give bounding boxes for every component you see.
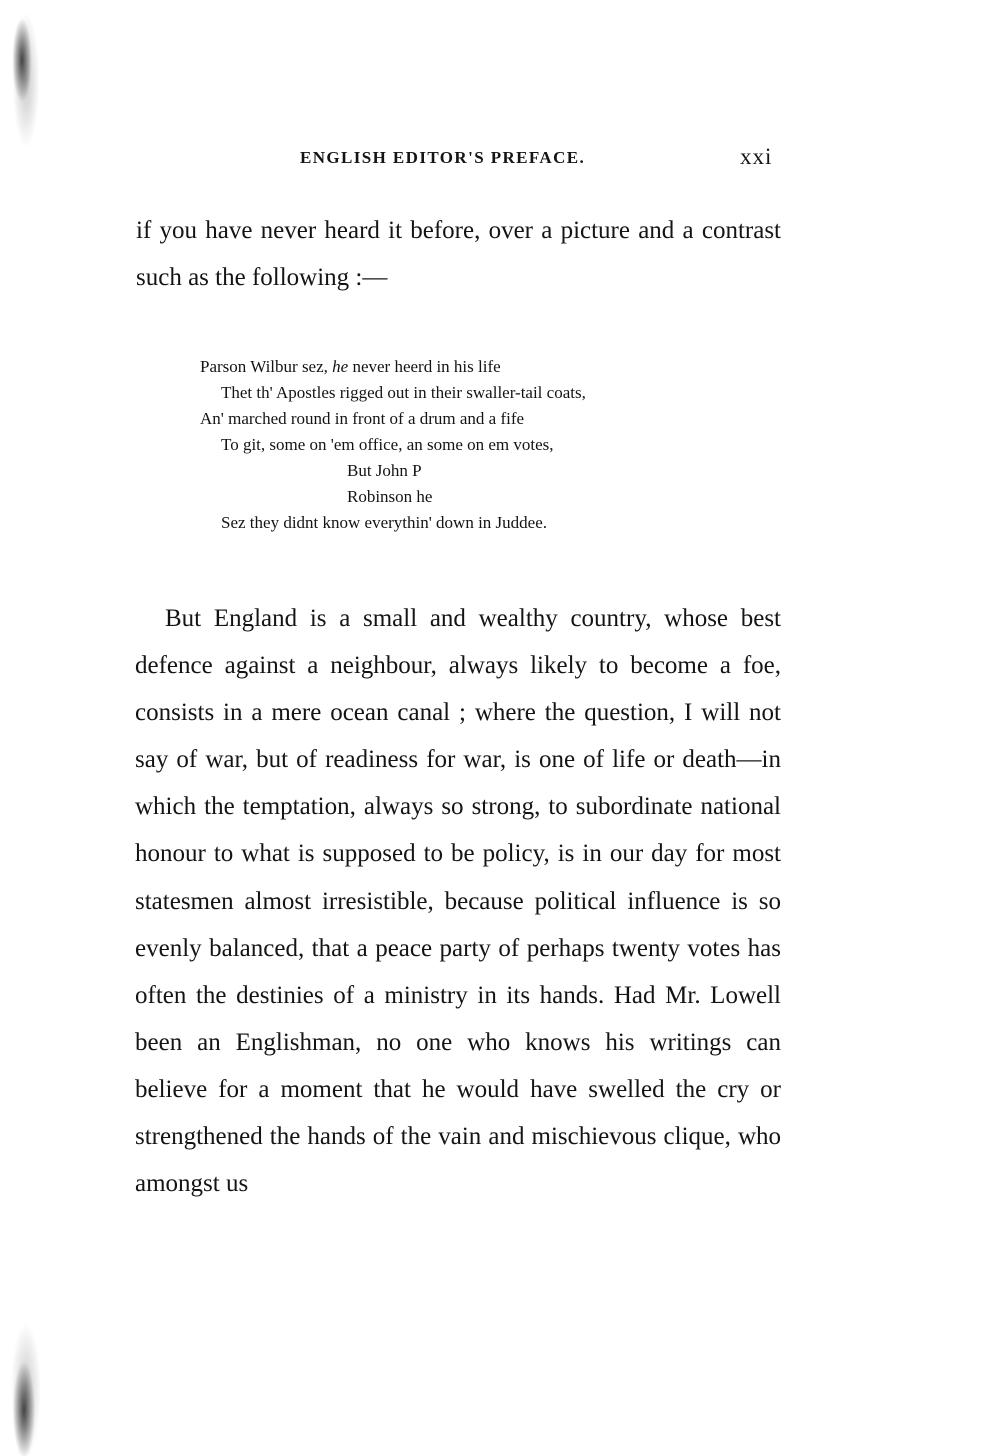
- verse-line-4: To git, some on 'em office, an some on em votes,: [221, 435, 554, 454]
- verse-line-5: But John P: [347, 461, 422, 480]
- verse-line-1-emphasis: he: [332, 357, 349, 376]
- verse-line-2: Thet th' Apostles rigged out in their swaller-tail coats,: [221, 383, 586, 402]
- scan-artifact-top: [0, 0, 46, 170]
- verse-line-6: Robinson he: [347, 487, 433, 506]
- verse-line-3: An' marched round in front of a drum and a fife: [200, 409, 525, 428]
- verse-line-1-a: Parson Wilbur sez,: [200, 357, 333, 376]
- intro-paragraph: [136, 207, 781, 301]
- intro-text: if you have never heard it before, over a picture and a contrast such as the following :—: [136, 217, 781, 291]
- verse-block: [200, 354, 760, 536]
- verse-line-7: Sez they didnt know everythin' down in Juddee.: [221, 513, 548, 532]
- running-head: ENGLISH EDITOR'S PREFACE.: [300, 148, 586, 167]
- verse-line-1: [200, 354, 760, 380]
- body-paragraph: [135, 595, 781, 1207]
- scan-artifact-bottom: [0, 1290, 46, 1456]
- page-number: xxi: [740, 144, 773, 169]
- body-text: But England is a small and wealthy country, whose best defence against a neighbour, always likely to become a foe, consists in a mere ocean canal ; where the question, I will not say of war, but of readiness for war, is one of life or death—in which the temptation, always so strong, to subordinate national honour to what is supposed to be policy, is in our day for most statesmen almost irresistible, because political influence is so evenly balanced, that a peace party of perhaps twenty votes has often the destinies of a ministry in its hands. Had Mr. Lowell been an Englishman, no one who knows his writings can believe for a moment that he would have swelled the cry or strengthened the hands of the vain and mischievous clique, who amongst us: [135, 605, 781, 1198]
- verse-line-1-b: never heerd in his life: [348, 357, 501, 376]
